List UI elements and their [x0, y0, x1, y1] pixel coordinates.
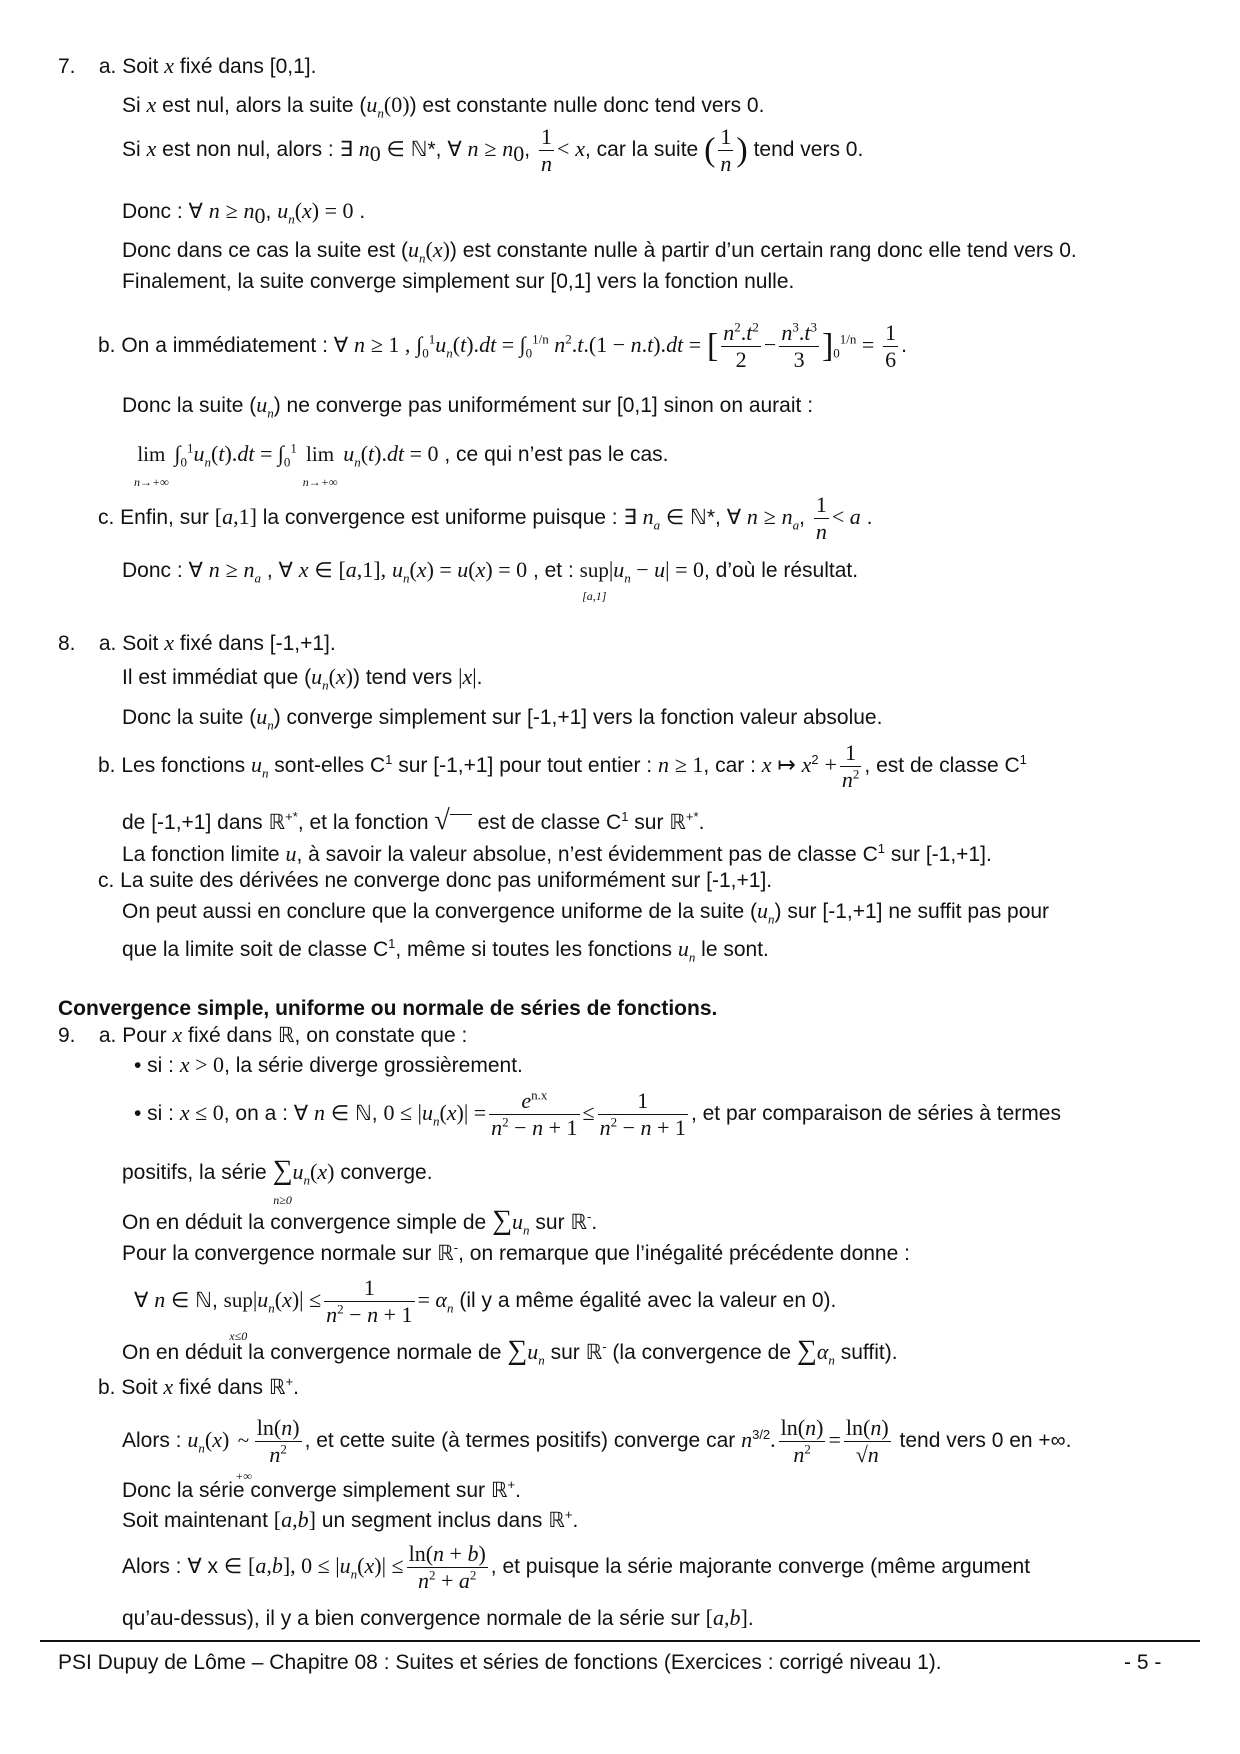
- text: ) converge simplement sur [-1,+1] vers la fonction valeur absolue.: [273, 706, 883, 729]
- text: sur [-1,+1] pour tout entier :: [398, 754, 653, 777]
- text: fixé dans [0,1].: [179, 55, 317, 78]
- text: Soit maintenant: [122, 1509, 268, 1532]
- text: Donc la suite (: [122, 394, 257, 417]
- ex7-line-b1: b. On a immédiatement : ∀ n ≥ 1 , $\int_0^1u_n(t).dt = \int_0^{1/n}$ $n^2.t.(1 - n.t).dt$ = [ $\frac{n^2.t^2}{2}$ − $\frac{n^3.t^3}{3}$ ]$_0^{1/n}$ = $\frac{1}{6}$ .: [98, 319, 908, 372]
- text: qu’au-dessus), il y a bien convergence normale de la série sur: [122, 1607, 700, 1630]
- text: ∈ ℕ,: [330, 1102, 378, 1125]
- ex9-line-b3: Donc la série converge simplement sur ℝ+.: [122, 1477, 521, 1502]
- text: a. Soit: [98, 632, 159, 655]
- text: • si :: [134, 1102, 175, 1125]
- ex7-line-a4: Donc : ∀ $n \ge n_0$, $u_n(x) = 0$ .: [122, 198, 366, 229]
- text: fixé dans ℝ: [179, 1376, 286, 1399]
- text: que la limite soit de classe C: [122, 938, 389, 961]
- text: Donc : ∀: [122, 200, 203, 223]
- text: fixé dans [-1,+1].: [179, 632, 336, 655]
- text: sur ℝ: [535, 1211, 588, 1234]
- ex7-line-a2: Si x est nul, alors la suite $(u_n(0))$ est constante nulle donc tend vers 0.: [122, 92, 765, 121]
- text: , et par comparaison de séries à termes: [690, 1102, 1061, 1125]
- text: fixé dans ℝ, on constate que :: [188, 1024, 468, 1047]
- text: Alors : ∀ x ∈: [122, 1555, 243, 1578]
- text: sur [-1,+1].: [890, 843, 992, 866]
- text: , est de classe C: [864, 754, 1020, 777]
- text: Si: [122, 138, 141, 161]
- text: suffit).: [840, 1341, 898, 1364]
- text: , et la fonction: [297, 811, 429, 834]
- ex9-line-a1: 9. a. Pour x fixé dans ℝ, on constate que :: [58, 1022, 468, 1047]
- text: tend vers 0 en +∞.: [899, 1429, 1072, 1452]
- text: ∈ ℕ*, ∀: [386, 138, 462, 161]
- text: ) ne converge pas uniformément sur [0,1] sinon on aurait :: [273, 394, 814, 417]
- text: un segment inclus dans ℝ: [321, 1509, 565, 1532]
- text: a. Pour: [98, 1024, 167, 1047]
- ex9-line-a8: On en déduit la convergence normale de $\sum u_n$ sur ℝ- (la convergence de $\sum\alpha_n$ suffit).: [122, 1335, 898, 1368]
- footer-rule: [40, 1640, 1200, 1642]
- text: , même si toutes les fonctions: [395, 938, 672, 961]
- text: sont-elles C: [274, 754, 386, 777]
- text: b. On a immédiatement : ∀: [98, 334, 349, 357]
- text: , car la suite: [585, 138, 699, 161]
- text: tend vers 0.: [753, 138, 864, 161]
- text: , et cette suite (à termes positifs) converge car: [304, 1429, 736, 1452]
- text: • si :: [134, 1054, 175, 1077]
- text: On en déduit la convergence normale de: [122, 1341, 502, 1364]
- text: Donc la série converge simplement sur ℝ: [122, 1479, 508, 1502]
- text: Donc dans ce cas la suite est (: [122, 239, 408, 262]
- ex7-number: 7.: [58, 55, 76, 78]
- text: On en déduit la convergence simple de: [122, 1211, 487, 1234]
- text: la convergence est uniforme puisque : ∃: [262, 506, 637, 529]
- ex8-line-a2: Il est immédiat que $(u_n(x))$ tend vers |x|.: [122, 664, 483, 693]
- text: de [-1,+1] dans ℝ: [122, 811, 286, 834]
- ex7-line-c1: c. Enfin, sur [a,1] la convergence est uniforme puisque : ∃ $n_a$ ∈ ℕ*, ∀ $n \ge n_a$, $\frac{1}{n}$ < a .: [98, 491, 873, 544]
- text: est non nul, alors : ∃: [162, 138, 353, 161]
- text: , on remarque que l’inégalité précédente donne :: [458, 1242, 910, 1265]
- ex9-line-a6: Pour la convergence normale sur ℝ-, on remarque que l’inégalité précédente donne :: [122, 1240, 910, 1265]
- ex7-line-b3: lim n→+∞ $\int_0^1u_n(t).dt = \int_0^1$ lim n→+∞ $u_n(t).dt = 0$ , ce qui n’est pas le cas.: [134, 440, 669, 489]
- text: b. Soit: [98, 1376, 158, 1399]
- text: Il est immédiat que (: [122, 666, 312, 689]
- text: ) tend vers: [353, 666, 453, 689]
- ex8-line-a1: 8. a. Soit x fixé dans [-1,+1].: [58, 630, 336, 655]
- ex9-line-a3: • si : x ≤ 0, on a : ∀ n ∈ ℕ, $0 \le |u_n(x)|$ = $\frac{e^{n.x}}{n^2 - n + 1}$ ≤ $\frac{1}{n^2 - n + 1}$ , et par comparaison de séries à termes: [134, 1087, 1061, 1140]
- text: , car :: [703, 754, 756, 777]
- ex9-line-a4: positifs, la série ∑ n≥0 $u_n(x)$ converge.: [122, 1155, 433, 1207]
- text: ) sur [-1,+1] ne suffit pas pour: [774, 900, 1050, 923]
- text: , on a : ∀: [223, 1102, 309, 1125]
- text: c. La suite des dérivées ne converge donc pas uniformément sur [-1,+1].: [98, 869, 773, 892]
- text: est nul, alors la suite (: [162, 94, 367, 117]
- text: sur ℝ: [634, 811, 686, 834]
- ex7-line-a1: 7. a. Soit x fixé dans [0,1].: [58, 53, 317, 78]
- ex8-line-b1: b. Les fonctions $u_n$ sont-elles $C^1$ sur [-1,+1] pour tout entier : n ≥ 1, car : x ↦ $x^2$ + $\frac{1}{n^2}$ , est de classe $C^1$: [98, 739, 1027, 792]
- ex9-line-a5: On en déduit la convergence simple de $\sum u_n$ sur ℝ-.: [122, 1205, 598, 1238]
- ex9-number: 9.: [58, 1024, 76, 1047]
- text: La fonction limite: [122, 843, 280, 866]
- text: On peut aussi en conclure que la convergence uniforme de la suite (: [122, 900, 758, 923]
- text: Alors :: [122, 1429, 182, 1452]
- section-title: Convergence simple, uniforme ou normale de séries de fonctions.: [58, 997, 718, 1020]
- text: ∈ ℕ*, ∀: [665, 506, 742, 529]
- footer-text: PSI Dupuy de Lôme – Chapitre 08 : Suites et séries de fonctions (Exercices : corrigé niveau 1).: [58, 1651, 942, 1674]
- ex7-line-a6: [122, 269, 794, 295]
- text: ) est constante nulle donc tend vers 0.: [409, 94, 765, 117]
- text: converge.: [340, 1161, 433, 1184]
- text: c. Enfin, sur: [98, 506, 209, 529]
- ex8-line-c1: [98, 868, 772, 894]
- text: (la convergence de: [612, 1341, 792, 1364]
- ex8-line-b2: de [-1,+1] dans ℝ+*, et la fonction √ est de classe $C^1$ sur ℝ+*.: [122, 805, 705, 836]
- text: sur ℝ: [550, 1341, 603, 1364]
- ex9-line-a2: • si : x > 0, la série diverge grossièrement.: [134, 1052, 523, 1077]
- ex9-line-b6: qu’au-dessus), il y a bien convergence normale de la série sur [a,b].: [122, 1605, 754, 1630]
- text: Donc : ∀: [122, 559, 203, 582]
- text: , à savoir la valeur absolue, n’est évidemment pas de classe C: [296, 843, 878, 866]
- ex9-line-b4: Soit maintenant [a,b] un segment inclus dans ℝ+.: [122, 1507, 579, 1532]
- text: , ce qui n’est pas le cas.: [444, 443, 669, 466]
- ex7-line-b2: Donc la suite $(u_n)$ ne converge pas uniformément sur [0,1] sinon on aurait :: [122, 392, 814, 421]
- text: , et puisque la série majorante converge (même argument: [490, 1555, 1031, 1578]
- ex7-line-c2: Donc : ∀ $n \ge n_a$ , ∀ x ∈ [a,1], $u_n(x) = u(x) = 0$ , et : sup [a,1] $|u_n - u| = 0$, d’où le résultat.: [122, 557, 859, 603]
- ex8-number: 8.: [58, 632, 76, 655]
- text: , d’où le résultat.: [703, 559, 859, 582]
- text: a. Soit: [98, 55, 159, 78]
- text: positifs, la série: [122, 1161, 267, 1184]
- ex9-line-b5: Alors : ∀ x ∈ [a,b], $0 \le |u_n(x)|$ ≤ $\frac{\ln(n + b)}{n^2 + a^2}$ , et puisque la série majorante converge (même argument: [122, 1540, 1031, 1593]
- text: (il y a même égalité avec la valeur en 0).: [459, 1289, 837, 1312]
- text: ) est constante nulle à partir d’un certain rang donc elle tend vers 0.: [449, 239, 1077, 262]
- text: Donc la suite (: [122, 706, 257, 729]
- ex9-line-b1: b. Soit x fixé dans ℝ+.: [98, 1374, 299, 1399]
- ex7-line-a3: Si x est non nul, alors : ∃ $n_0$ ∈ ℕ*, ∀ $n \ge n_0$, $\frac{1}{n}$ < x, car la suite ( $\frac{1}{n}$ ) tend vers 0.: [122, 123, 864, 176]
- ex8-line-c3: que la limite soit de classe $C^1$, même si toutes les fonctions $u_n$ le sont.: [122, 936, 769, 965]
- ex9-line-b2: Alors : $u_n(x)$ ~ +∞ $\frac{\ln(n)}{n^2}$ , et cette suite (à termes positifs) converge car $n^{3/2}$. $\frac{\ln(n)}{n^2}$ = $\frac{\ln(n)}{√n}$ tend vers 0 en +∞.: [122, 1414, 1072, 1483]
- page-number: - 5 -: [1124, 1651, 1162, 1674]
- text: est de classe C: [477, 811, 622, 834]
- ex8-line-c2: On peut aussi en conclure que la convergence uniforme de la suite $(u_n)$ sur [-1,+1] ne suffit pas pour: [122, 898, 1050, 927]
- ex8-line-b3: La fonction limite u, à savoir la valeur absolue, n’est évidemment pas de classe $C^1$ sur [-1,+1].: [122, 841, 992, 866]
- ex7-line-a5: Donc dans ce cas la suite est $(u_n(x))$ est constante nulle à partir d’un certain rang donc elle tend vers 0.: [122, 237, 1077, 266]
- text: , la série diverge grossièrement.: [224, 1054, 523, 1077]
- text: le sont.: [701, 938, 769, 961]
- text: Si: [122, 94, 141, 117]
- text: Finalement, la suite converge simplement sur [0,1] vers la fonction nulle.: [122, 270, 795, 293]
- ex9-line-a7: ∀ n ∈ ℕ, sup x≤0 $|u_n(x)|$ ≤ $\frac{1}{n^2 - n + 1}$ = $\alpha_n$ (il y a même égalité avec la valeur en 0).: [134, 1274, 837, 1343]
- text: Pour la convergence normale sur ℝ: [122, 1242, 454, 1265]
- ex8-line-a3: Donc la suite $(u_n)$ converge simplement sur [-1,+1] vers la fonction valeur absolue.: [122, 704, 883, 733]
- text: b. Les fonctions: [98, 754, 246, 777]
